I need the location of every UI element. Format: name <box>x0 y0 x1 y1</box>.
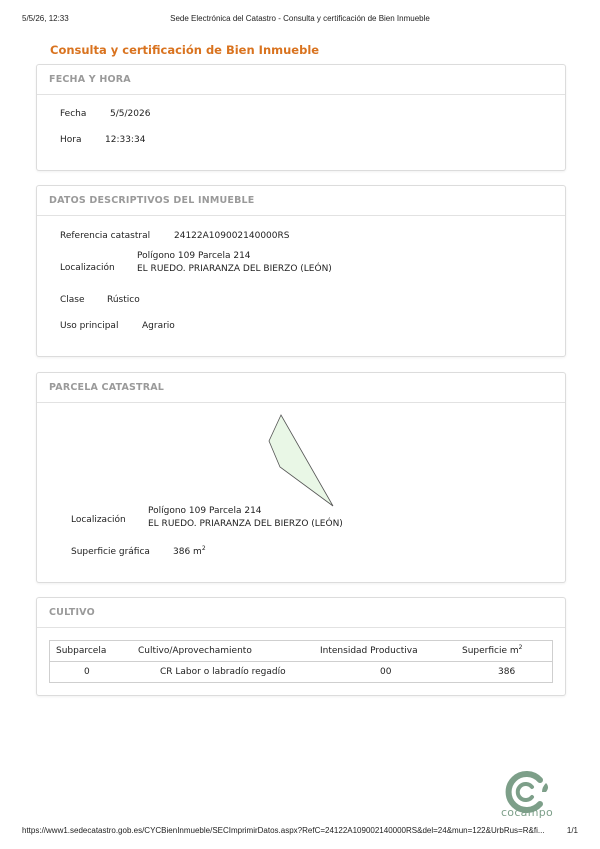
fecha-value: 5/5/2026 <box>110 109 151 119</box>
fecha-label: Fecha <box>60 109 87 119</box>
clase-value: Rústico <box>107 295 140 305</box>
panel-datos-descriptivos <box>36 185 566 357</box>
parcela-localizacion-line1: Polígono 109 Parcela 214 <box>148 506 262 516</box>
parcela-localizacion-label: Localización <box>71 515 126 525</box>
cell-subparcela: 0 <box>84 667 90 677</box>
uso-label: Uso principal <box>60 321 119 331</box>
panel-heading: PARCELA CATASTRAL <box>37 373 565 403</box>
superficie-value <box>173 547 206 557</box>
parcel-polygon <box>269 415 333 506</box>
col-cultivo: Cultivo/Aprovechamiento <box>132 641 314 662</box>
cultivo-table <box>49 640 553 683</box>
parcela-localizacion-value <box>148 505 343 530</box>
cell-cultivo: CR Labor o labradío regadío <box>160 667 286 677</box>
print-datetime: 5/5/26, 12:33 <box>22 14 69 23</box>
col-superficie-exponent: 2 <box>518 644 523 651</box>
hora-label: Hora <box>60 135 82 145</box>
referencia-value: 24122A109002140000RS <box>174 231 290 241</box>
panel-heading: FECHA Y HORA <box>37 65 565 95</box>
cell-superficie: 386 <box>498 667 516 677</box>
localizacion-label: Localización <box>60 263 115 273</box>
panel-heading: DATOS DESCRIPTIVOS DEL INMUEBLE <box>37 186 565 216</box>
cell-intensidad: 00 <box>380 667 392 677</box>
logo-inner-arc <box>518 784 532 800</box>
print-header <box>22 14 578 26</box>
col-subparcela: Subparcela <box>50 641 133 662</box>
hora-value: 12:33:34 <box>105 135 146 145</box>
table-row <box>50 662 553 683</box>
localizacion-line2: EL RUEDO. PRIARANZA DEL BIERZO (LEÓN) <box>137 263 332 274</box>
col-superficie <box>456 641 553 662</box>
table-header-row <box>50 641 553 662</box>
superficie-exponent: 2 <box>201 545 206 552</box>
print-page-number: 1/1 <box>566 826 578 835</box>
panel-fecha-hora <box>36 64 566 171</box>
col-intensidad: Intensidad Productiva <box>314 641 456 662</box>
page-title: Consulta y certificación de Bien Inmueble <box>50 43 320 57</box>
superficie-label: Superficie gráfica <box>71 547 150 557</box>
localizacion-value <box>137 250 332 275</box>
clase-label: Clase <box>60 295 85 305</box>
uso-value: Agrario <box>142 321 175 331</box>
parcel-map <box>37 403 565 513</box>
logo-outer-arc <box>509 774 540 810</box>
localizacion-line1: Polígono 109 Parcela 214 <box>137 251 251 261</box>
panel-heading: CULTIVO <box>37 598 565 628</box>
print-page-title: Sede Electrónica del Catastro - Consulta y certificación de Bien Inmueble <box>170 14 430 23</box>
referencia-label: Referencia catastral <box>60 231 151 241</box>
panel-parcela-catastral <box>36 372 566 583</box>
panel-cultivo <box>36 597 566 696</box>
parcela-localizacion-line2: EL RUEDO. PRIARANZA DEL BIERZO (LEÓN) <box>148 518 343 529</box>
print-footer-url: https://www1.sedecatastro.gob.es/CYCBienInmueble/SECImprimirDatos.aspx?RefC=24122A109002140000RS&del=24&mun=122&UrbRus=R&fi... <box>22 826 545 835</box>
col-superficie-label: Superficie m <box>462 646 519 656</box>
logo-text: cocampo <box>500 806 554 819</box>
superficie-number: 386 m <box>173 547 202 557</box>
